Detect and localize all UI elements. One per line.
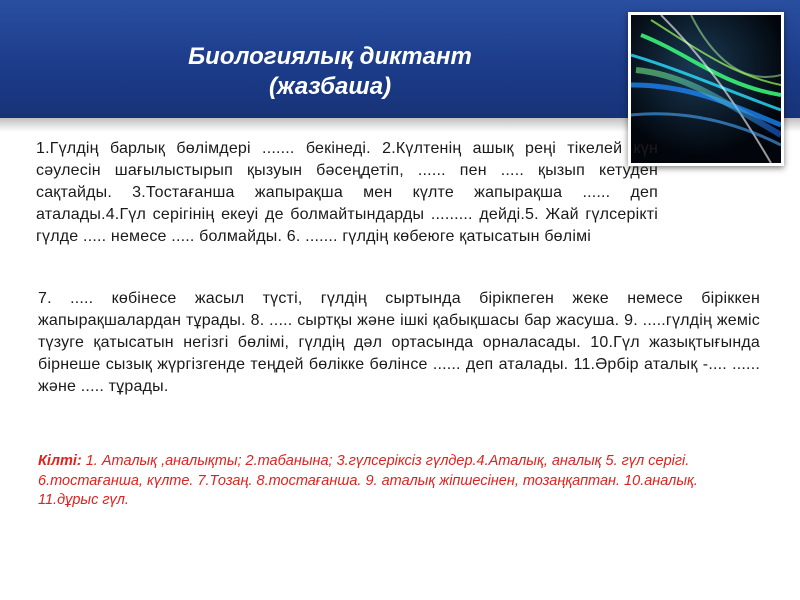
answer-key-text: 1. Аталық ,аналықты; 2.табанына; 3.гүлсеріксіз гүлдер.4.Аталық, аналық 5. гүл серігі. 6.тостағанша, күлте. 7.Тозаң. 8.тостағанша. 9. аталық жіпшесінен, тозаңқаптан. 10.аналық. 11.дұрыс гүл. — [38, 453, 698, 508]
dictation-paragraph-1: 1.Гүлдің барлық бөлімдері ....... бекінеді. 2.Күлтенің ашық реңі тікелей күн сәулесін шағылыстырып қызуын бәсеңдетіп, ...... пен ..... қызып кетуден сақтайды. 3.Тостағанша жапырақша мен күлте жапырақша ...... деп аталады.4.Гүл серігінің екеуі де болмайтындарды ......... дейді.5. Жай гүлсерікті гүлде ..... немесе ..... болмайды. 6. ....... гүлдің көбеюге қатысатын бөлімі — [36, 140, 658, 245]
answer-key-label: Кілті: — [38, 453, 82, 469]
title-line-2: (жазбаша) — [268, 73, 392, 100]
title-line-1: Биологиялық диктант — [188, 43, 472, 70]
slide-title — [130, 42, 530, 102]
answer-key — [38, 452, 760, 511]
dictation-paragraph-2: 7. ..... көбінесе жасыл түсті, гүлдің сыртында бірікпеген жеке немесе біріккен жапырақшалардан тұрады. 8. ..... сыртқы және ішкі қабықшасы бар жасуша. 9. .....гүлдің жеміс түзуге қатысатын негізгі бөлімі, гүлдің дәл ортасында орналасады. 10.Гүл жазықтығында бірнеше сызық жүргізгенде теңдей бөлікке бөлінсе ...... деп аталады. 11.Әрбір аталық -.... ...... және ..... тұрады. — [38, 290, 760, 395]
